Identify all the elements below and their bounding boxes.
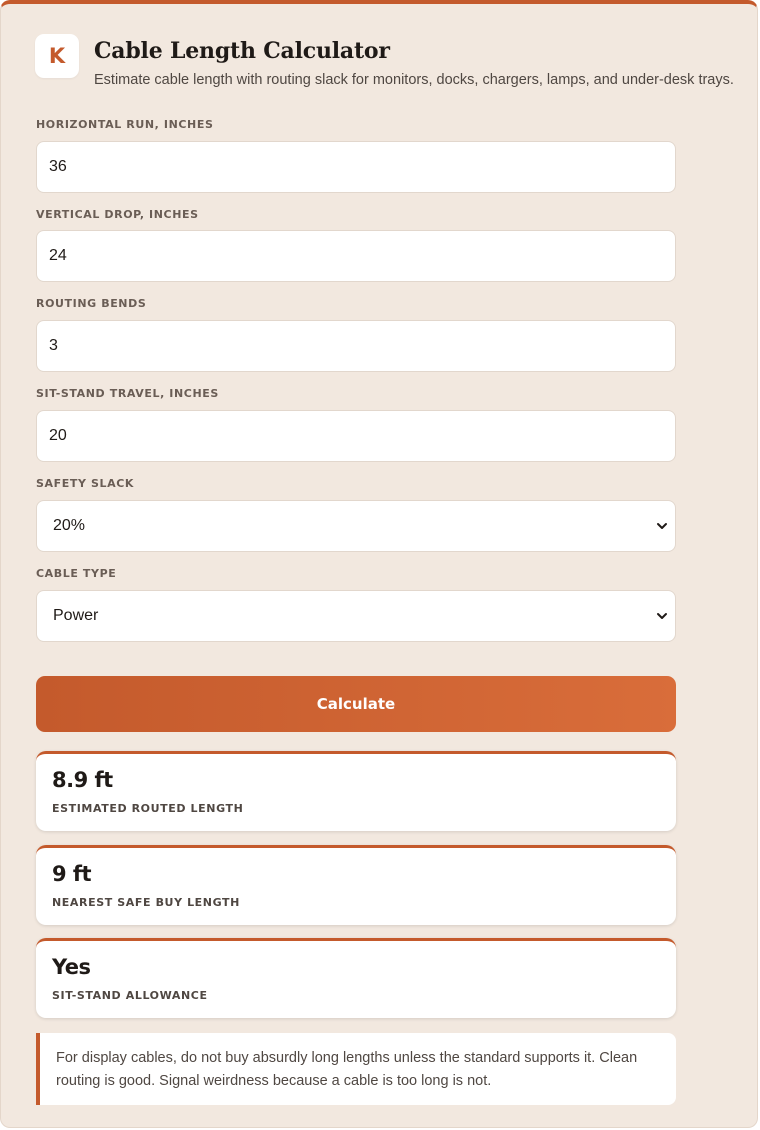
sit-stand-travel-input[interactable]	[36, 410, 676, 462]
result-label: NEAREST SAFE BUY LENGTH	[52, 896, 240, 909]
cable-type-value: Power	[53, 607, 99, 624]
result-card-sit-stand	[36, 938, 676, 1018]
routing-bends-input[interactable]	[36, 320, 676, 372]
calculate-button[interactable]: Calculate	[36, 676, 676, 732]
result-value: Yes	[52, 955, 91, 979]
cable-type-label: CABLE TYPE	[36, 567, 117, 580]
header-titles	[94, 34, 734, 88]
result-value: 9 ft	[52, 862, 92, 886]
routing-bends-label: ROUTING BENDS	[36, 297, 147, 310]
cable-type-select[interactable]	[36, 590, 676, 642]
page-subtitle: Estimate cable length with routing slack for monitors, docks, chargers, lamps, and under-desk trays.	[94, 72, 734, 88]
vertical-drop-input[interactable]	[36, 230, 676, 282]
horizontal-run-label: HORIZONTAL RUN, INCHES	[36, 118, 214, 131]
result-card-routed-length	[36, 751, 676, 831]
chevron-down-icon	[655, 519, 669, 533]
result-card-buy-length	[36, 845, 676, 925]
header	[35, 34, 734, 88]
app-logo	[35, 34, 79, 78]
horizontal-run-input[interactable]	[36, 141, 676, 193]
logo-letter: K	[48, 44, 66, 68]
safety-slack-select[interactable]	[36, 500, 676, 552]
safety-slack-label: SAFETY SLACK	[36, 477, 135, 490]
vertical-drop-label: VERTICAL DROP, INCHES	[36, 208, 199, 221]
page-title: Cable Length Calculator	[94, 38, 390, 64]
chevron-down-icon	[655, 609, 669, 623]
safety-slack-value: 20%	[53, 517, 86, 534]
result-label: ESTIMATED ROUTED LENGTH	[52, 802, 244, 815]
result-value: 8.9 ft	[52, 768, 113, 792]
sit-stand-travel-label: SIT-STAND TRAVEL, INCHES	[36, 387, 219, 400]
info-note: For display cables, do not buy absurdly long lengths unless the standard supports it. Clean routing is good. Signal weirdness because a cable is too long is not.	[36, 1033, 676, 1105]
result-label: SIT-STAND ALLOWANCE	[52, 989, 208, 1002]
